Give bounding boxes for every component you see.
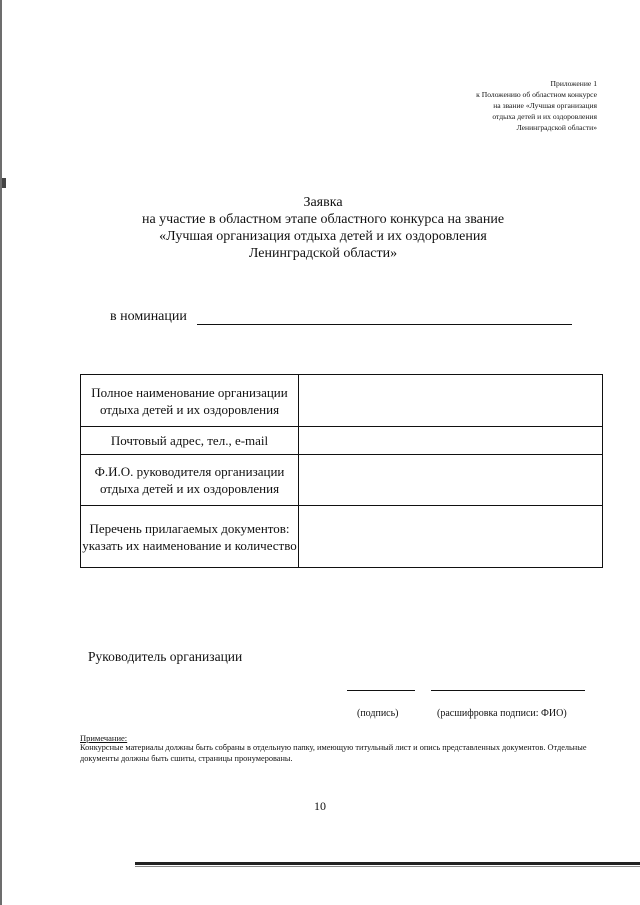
appendix-line-4: отдыха детей и их оздоровления <box>492 112 597 121</box>
document-title <box>60 194 586 262</box>
row-label-director: Ф.И.О. руководителя организации отдыха детей и их оздоровления <box>81 455 299 506</box>
title-line-4: Ленинградской области» <box>248 246 398 261</box>
nomination-label: в номинации <box>110 309 187 324</box>
signature-field[interactable] <box>347 690 415 691</box>
note-title: Примечание: <box>80 733 128 743</box>
appendix-line-2: к Положению об областном конкурсе <box>476 90 597 99</box>
page-number: 10 <box>314 799 326 813</box>
application-table <box>80 374 603 568</box>
title-line-3: «Лучшая организация отдыха детей и их оздоровления <box>159 229 487 244</box>
head-of-organization-label: Руководитель организации <box>88 649 243 664</box>
scan-mark-left <box>2 178 6 188</box>
scan-edge-bottom <box>135 862 640 865</box>
row-label-full-name: Полное наименование организации отдыха детей и их оздоровления <box>81 375 299 427</box>
row-label-documents: Перечень прилагаемых документов: указать их наименование и количество <box>81 506 299 568</box>
row-value-address[interactable] <box>299 427 603 455</box>
row-value-director[interactable] <box>299 455 603 506</box>
table-row <box>81 427 603 455</box>
appendix-line-3: на звание «Лучшая организация <box>493 101 597 110</box>
table-row <box>81 455 603 506</box>
row-label-address: Почтовый адрес, тел., e-mail <box>81 427 299 455</box>
table-row <box>81 375 603 427</box>
appendix-line-5: Ленинградской области» <box>516 123 597 132</box>
title-line-1: Заявка <box>303 195 343 210</box>
title-line-2: на участие в областном этапе областного конкурса на звание <box>141 212 505 227</box>
signature-name-field[interactable] <box>431 690 585 691</box>
note-text: Конкурсные материалы должны быть собраны в отдельную папку, имеющую титульный лист и опись представленных документов. Отдельные документы должны быть сшиты, страницы пронумерованы. <box>80 743 587 763</box>
appendix-line-1: Приложение 1 <box>550 79 597 88</box>
row-value-documents[interactable] <box>299 506 603 568</box>
row-value-full-name[interactable] <box>299 375 603 427</box>
scan-edge-bottom-thin <box>135 866 640 867</box>
scan-edge-left <box>0 0 2 905</box>
signature-caption: (подпись) <box>357 708 399 719</box>
table-row <box>81 506 603 568</box>
signature-name-caption: (расшифровка подписи: ФИО) <box>437 708 567 719</box>
appendix-header <box>337 78 597 133</box>
nomination-field[interactable] <box>197 324 572 325</box>
